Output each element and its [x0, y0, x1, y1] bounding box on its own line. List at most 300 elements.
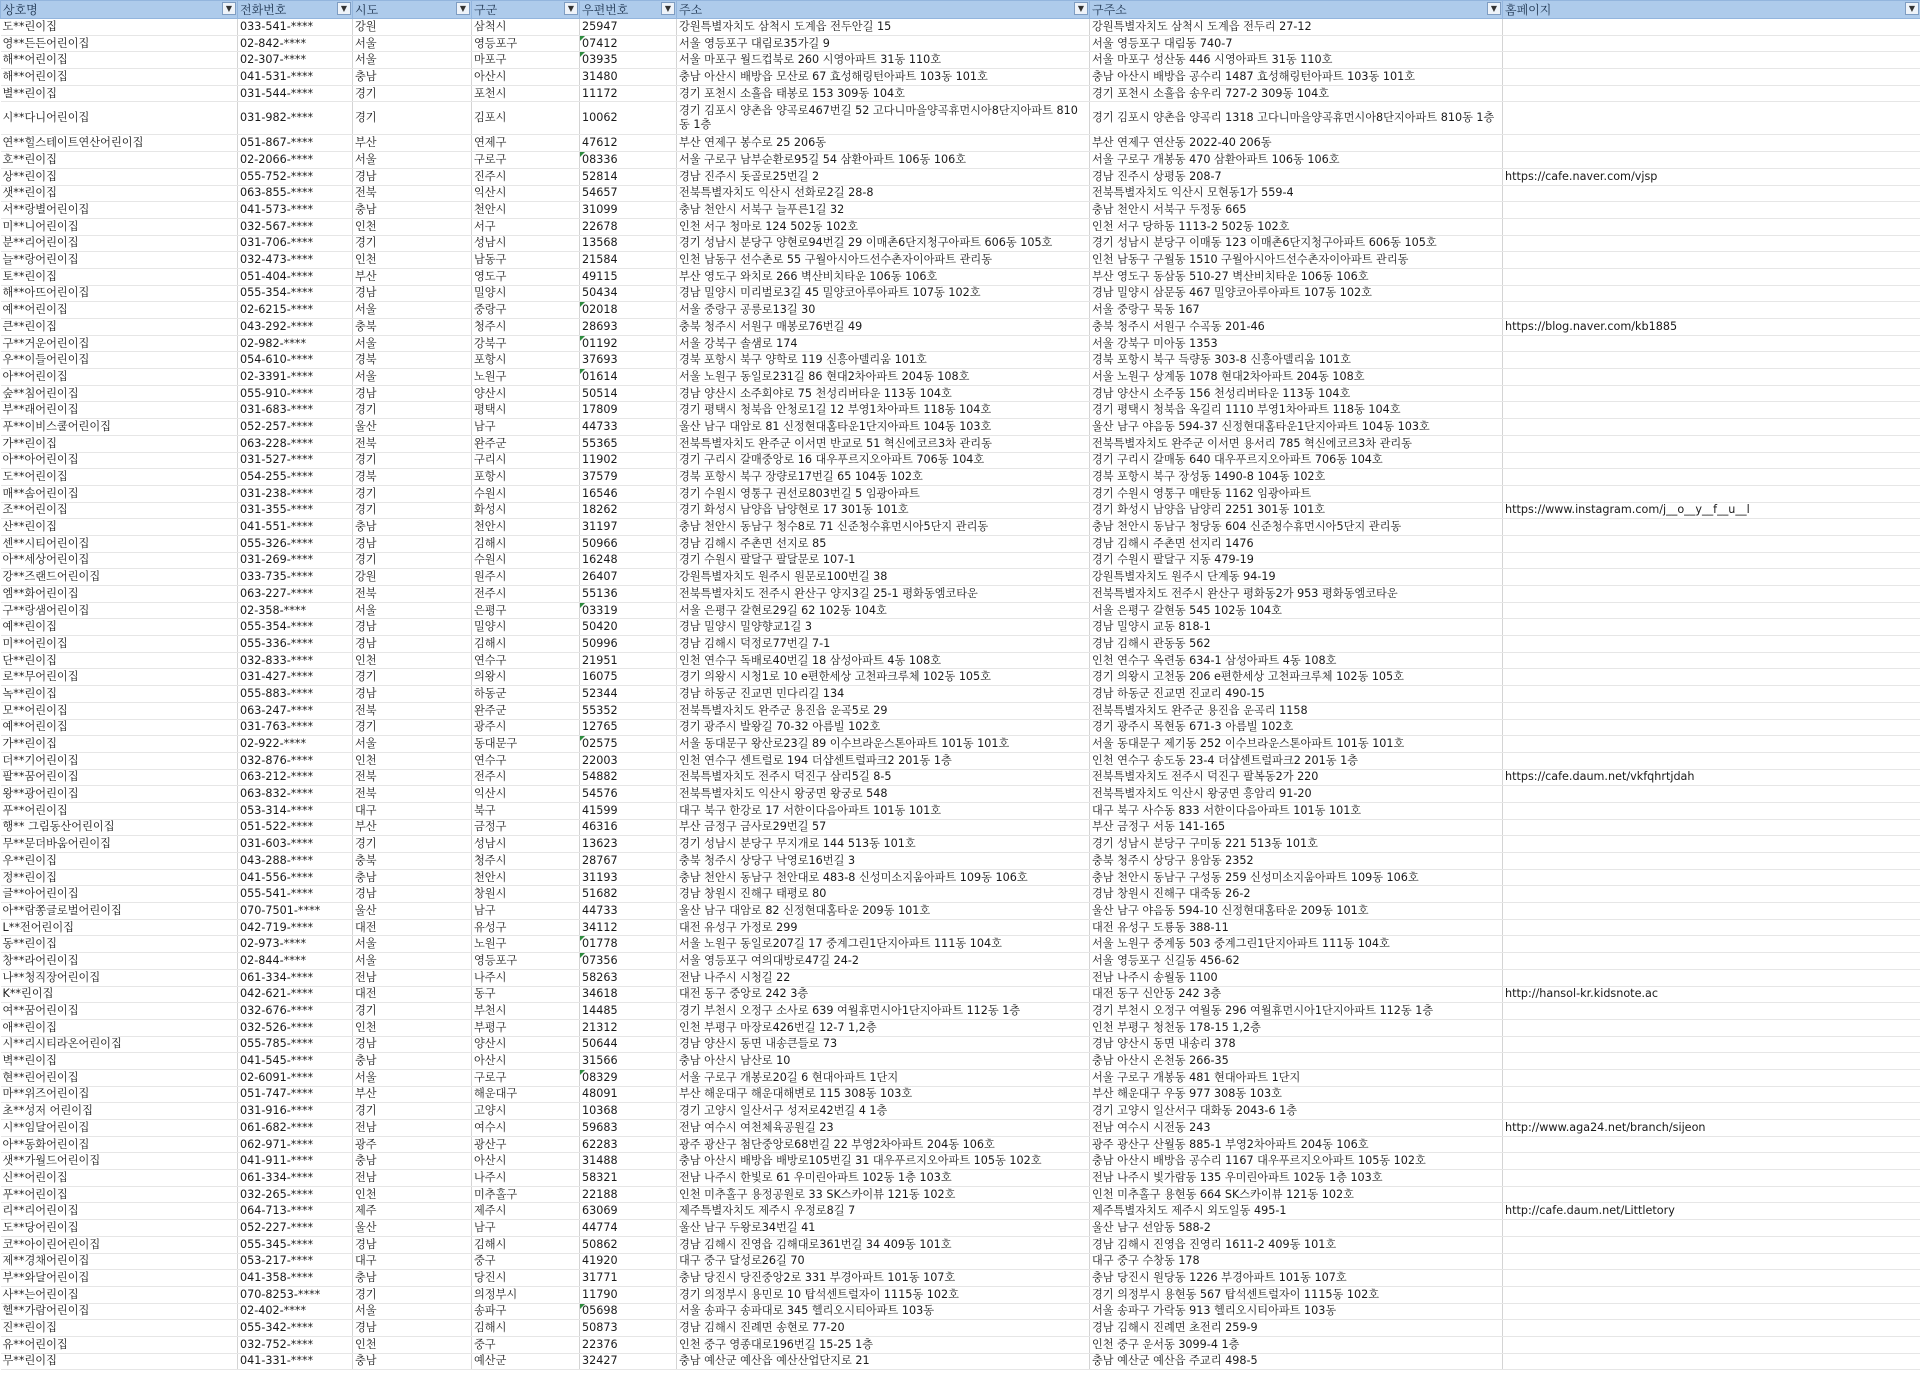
cell-gugun[interactable]: 포항시	[472, 352, 580, 369]
cell-sido[interactable]: 부산	[353, 1086, 472, 1103]
cell-address[interactable]: 서울 노원구 동일로207길 17 중계그린1단지아파트 111동 104호	[677, 936, 1090, 953]
cell-gugun[interactable]: 연제구	[472, 135, 580, 152]
cell-homepage[interactable]	[1503, 1270, 1920, 1287]
cell-sido[interactable]: 경기	[353, 402, 472, 419]
cell-address[interactable]: 경남 김해시 진영읍 김해대로361번길 34 409동 101호	[677, 1236, 1090, 1253]
cell-phone[interactable]: 02-6091-****	[238, 1069, 353, 1086]
cell-gugun[interactable]: 익산시	[472, 185, 580, 202]
cell-old-address[interactable]: 인천 중구 운서동 3099-4 1층	[1090, 1336, 1503, 1353]
cell-name[interactable]: 팔**꿈어린이집	[1, 769, 238, 786]
cell-address[interactable]: 인천 연수구 센트럴로 194 더샵센트럴파크2 201동 1층	[677, 752, 1090, 769]
cell-name[interactable]: 예**어린이집	[1, 302, 238, 319]
cell-sido[interactable]: 경남	[353, 1236, 472, 1253]
cell-old-address[interactable]: 대구 북구 사수동 833 서한이다음아파트 101동 101호	[1090, 802, 1503, 819]
cell-sido[interactable]: 서울	[353, 302, 472, 319]
cell-zip[interactable]: 10062	[580, 102, 677, 135]
cell-sido[interactable]: 충남	[353, 69, 472, 86]
cell-phone[interactable]: 041-573-****	[238, 202, 353, 219]
cell-gugun[interactable]: 남구	[472, 419, 580, 436]
cell-old-address[interactable]: 충남 아산시 온천동 266-35	[1090, 1053, 1503, 1070]
cell-old-address[interactable]: 충남 당진시 원당동 1226 부경아파트 101동 107호	[1090, 1270, 1503, 1287]
cell-address[interactable]: 서울 송파구 송파대로 345 헬리오시티아파트 103동	[677, 1303, 1090, 1320]
cell-old-address[interactable]: 경기 구리시 갈매동 640 대우푸르지오아파트 706동 104호	[1090, 452, 1503, 469]
cell-zip[interactable]: 50996	[580, 636, 677, 653]
cell-phone[interactable]: 052-257-****	[238, 419, 353, 436]
cell-gugun[interactable]: 밀양시	[472, 285, 580, 302]
cell-phone[interactable]: 032-526-****	[238, 1019, 353, 1036]
cell-zip[interactable]: 50873	[580, 1320, 677, 1337]
cell-sido[interactable]: 전남	[353, 969, 472, 986]
cell-zip[interactable]: 31480	[580, 69, 677, 86]
cell-homepage[interactable]	[1503, 285, 1920, 302]
cell-homepage[interactable]: https://cafe.naver.com/vjsp	[1503, 168, 1920, 185]
cell-sido[interactable]: 부산	[353, 819, 472, 836]
cell-zip[interactable]: 31488	[580, 1153, 677, 1170]
cell-sido[interactable]: 인천	[353, 1186, 472, 1203]
cell-zip[interactable]: 21312	[580, 1019, 677, 1036]
cell-gugun[interactable]: 김포시	[472, 102, 580, 135]
cell-zip[interactable]: 37693	[580, 352, 677, 369]
cell-gugun[interactable]: 천안시	[472, 519, 580, 536]
cell-gugun[interactable]: 중구	[472, 1336, 580, 1353]
cell-zip[interactable]: 46316	[580, 819, 677, 836]
cell-homepage[interactable]	[1503, 1303, 1920, 1320]
cell-homepage[interactable]	[1503, 52, 1920, 69]
cell-name[interactable]: 부**와달어린이집	[1, 1270, 238, 1287]
cell-phone[interactable]: 063-228-****	[238, 435, 353, 452]
cell-gugun[interactable]: 노원구	[472, 369, 580, 386]
cell-zip[interactable]: 16075	[580, 669, 677, 686]
cell-homepage[interactable]	[1503, 953, 1920, 970]
cell-old-address[interactable]: 인천 연수구 옥련동 634-1 삼성아파트 4동 108호	[1090, 652, 1503, 669]
cell-homepage[interactable]	[1503, 569, 1920, 586]
cell-zip[interactable]: 08336	[580, 152, 677, 169]
cell-homepage[interactable]	[1503, 235, 1920, 252]
cell-sido[interactable]: 제주	[353, 1203, 472, 1220]
cell-phone[interactable]: 02-307-****	[238, 52, 353, 69]
cell-homepage[interactable]	[1503, 552, 1920, 569]
cell-homepage[interactable]: http://www.aga24.net/branch/sijeon	[1503, 1120, 1920, 1137]
cell-name[interactable]: 아**어린이집	[1, 369, 238, 386]
cell-homepage[interactable]	[1503, 886, 1920, 903]
cell-old-address[interactable]: 전북특별자치도 전주시 덕진구 팔복동2가 220	[1090, 769, 1503, 786]
cell-old-address[interactable]: 서울 영등포구 대림동 740-7	[1090, 35, 1503, 52]
cell-phone[interactable]: 070-7501-****	[238, 903, 353, 920]
cell-gugun[interactable]: 아산시	[472, 1153, 580, 1170]
cell-gugun[interactable]: 완주군	[472, 702, 580, 719]
cell-homepage[interactable]	[1503, 1353, 1920, 1370]
cell-phone[interactable]: 02-973-****	[238, 936, 353, 953]
cell-zip[interactable]: 02018	[580, 302, 677, 319]
cell-gugun[interactable]: 구로구	[472, 152, 580, 169]
cell-homepage[interactable]	[1503, 719, 1920, 736]
cell-address[interactable]: 서울 영등포구 대림로35가길 9	[677, 35, 1090, 52]
cell-name[interactable]: 산**린이집	[1, 519, 238, 536]
cell-phone[interactable]: 02-3391-****	[238, 369, 353, 386]
cell-sido[interactable]: 경기	[353, 452, 472, 469]
cell-old-address[interactable]: 경남 김해시 관동동 562	[1090, 636, 1503, 653]
cell-name[interactable]: 시**임달어린이집	[1, 1120, 238, 1137]
cell-address[interactable]: 서울 구로구 개봉로20길 6 현대아파트 1단지	[677, 1069, 1090, 1086]
cell-sido[interactable]: 강원	[353, 19, 472, 36]
cell-phone[interactable]: 031-982-****	[238, 102, 353, 135]
cell-address[interactable]: 인천 미추홀구 용정공원로 33 SK스카이뷰 121동 102호	[677, 1186, 1090, 1203]
cell-zip[interactable]: 50434	[580, 285, 677, 302]
cell-zip[interactable]: 11902	[580, 452, 677, 469]
cell-name[interactable]: 늘**랑어린이집	[1, 252, 238, 269]
cell-gugun[interactable]: 구리시	[472, 452, 580, 469]
cell-zip[interactable]: 50966	[580, 535, 677, 552]
cell-name[interactable]: 아**아어린이집	[1, 452, 238, 469]
cell-homepage[interactable]	[1503, 1036, 1920, 1053]
cell-address[interactable]: 인천 부평구 마장로426번길 12-7 1,2층	[677, 1019, 1090, 1036]
cell-zip[interactable]: 28767	[580, 853, 677, 870]
dropdown-arrow-icon[interactable]: ▼	[1074, 2, 1088, 15]
cell-address[interactable]: 경남 김해시 진례면 송현로 77-20	[677, 1320, 1090, 1337]
dropdown-arrow-icon[interactable]: ▼	[222, 2, 236, 15]
cell-name[interactable]: 도**어린이집	[1, 469, 238, 486]
cell-name[interactable]: 숲**침어린이집	[1, 385, 238, 402]
cell-zip[interactable]: 54657	[580, 185, 677, 202]
cell-phone[interactable]: 055-342-****	[238, 1320, 353, 1337]
cell-name[interactable]: 예**어린이집	[1, 719, 238, 736]
cell-sido[interactable]: 서울	[353, 335, 472, 352]
cell-gugun[interactable]: 송파구	[472, 1303, 580, 1320]
cell-gugun[interactable]: 구로구	[472, 1069, 580, 1086]
cell-zip[interactable]: 31771	[580, 1270, 677, 1287]
cell-phone[interactable]: 033-735-****	[238, 569, 353, 586]
cell-name[interactable]: L**전어린이집	[1, 919, 238, 936]
cell-name[interactable]: 아**세상어린이집	[1, 552, 238, 569]
cell-gugun[interactable]: 창원시	[472, 886, 580, 903]
cell-homepage[interactable]	[1503, 519, 1920, 536]
cell-zip[interactable]: 21951	[580, 652, 677, 669]
cell-gugun[interactable]: 김해시	[472, 1236, 580, 1253]
cell-old-address[interactable]: 경남 양산시 소주동 156 천성리버타운 113동 104호	[1090, 385, 1503, 402]
cell-old-address[interactable]: 충남 천안시 동남구 구성동 259 신성미소지움아파트 109동 106호	[1090, 869, 1503, 886]
cell-old-address[interactable]: 대구 중구 수창동 178	[1090, 1253, 1503, 1270]
cell-gugun[interactable]: 해운대구	[472, 1086, 580, 1103]
cell-phone[interactable]: 055-752-****	[238, 168, 353, 185]
dropdown-arrow-icon[interactable]: ▼	[1905, 2, 1919, 15]
cell-name[interactable]: 글**아어린이집	[1, 886, 238, 903]
cell-sido[interactable]: 인천	[353, 752, 472, 769]
cell-phone[interactable]: 041-551-****	[238, 519, 353, 536]
cell-zip[interactable]: 22188	[580, 1186, 677, 1203]
cell-old-address[interactable]: 서울 구로구 개봉동 481 현대아파트 1단지	[1090, 1069, 1503, 1086]
cell-zip[interactable]: 28693	[580, 319, 677, 336]
cell-gugun[interactable]: 광산구	[472, 1136, 580, 1153]
cell-old-address[interactable]: 경북 포항시 북구 장성동 1490-8 104동 102호	[1090, 469, 1503, 486]
cell-old-address[interactable]: 경남 김해시 주촌면 선지리 1476	[1090, 535, 1503, 552]
cell-old-address[interactable]: 경기 평택시 청북읍 옥길리 1110 부영1차아파트 118동 104호	[1090, 402, 1503, 419]
cell-sido[interactable]: 경북	[353, 352, 472, 369]
cell-old-address[interactable]: 경남 창원시 진해구 대죽동 26-2	[1090, 886, 1503, 903]
cell-homepage[interactable]	[1503, 586, 1920, 603]
cell-address[interactable]: 대전 동구 중앙로 242 3층	[677, 986, 1090, 1003]
cell-zip[interactable]: 08329	[580, 1069, 677, 1086]
cell-old-address[interactable]: 전남 나주시 송월동 1100	[1090, 969, 1503, 986]
cell-homepage[interactable]: https://www.instagram.com/j__o__y__f__u__l	[1503, 502, 1920, 519]
cell-address[interactable]: 경기 수원시 영통구 권선로803번길 5 임광아파트	[677, 485, 1090, 502]
cell-zip[interactable]: 47612	[580, 135, 677, 152]
cell-address[interactable]: 부산 해운대구 해운대해변로 115 308동 103호	[677, 1086, 1090, 1103]
cell-gugun[interactable]: 화성시	[472, 502, 580, 519]
cell-sido[interactable]: 충북	[353, 319, 472, 336]
cell-name[interactable]: 동**린이집	[1, 936, 238, 953]
cell-zip[interactable]: 48091	[580, 1086, 677, 1103]
cell-old-address[interactable]: 강원특별자치도 원주시 단계동 94-19	[1090, 569, 1503, 586]
cell-zip[interactable]: 13568	[580, 235, 677, 252]
cell-old-address[interactable]: 경기 수원시 영통구 매탄동 1162 임광아파트	[1090, 485, 1503, 502]
cell-old-address[interactable]: 인천 남동구 구월동 1510 구월아시아드선수촌자이아파트 관리동	[1090, 252, 1503, 269]
cell-phone[interactable]: 041-358-****	[238, 1270, 353, 1287]
cell-old-address[interactable]: 대전 유성구 도룡동 388-11	[1090, 919, 1503, 936]
cell-gugun[interactable]: 미추홀구	[472, 1186, 580, 1203]
cell-sido[interactable]: 전남	[353, 1170, 472, 1187]
cell-sido[interactable]: 서울	[353, 1069, 472, 1086]
cell-gugun[interactable]: 예산군	[472, 1353, 580, 1370]
cell-phone[interactable]: 051-404-****	[238, 268, 353, 285]
cell-homepage[interactable]	[1503, 1153, 1920, 1170]
cell-gugun[interactable]: 영도구	[472, 268, 580, 285]
cell-name[interactable]: 상**린이집	[1, 168, 238, 185]
cell-zip[interactable]: 50862	[580, 1236, 677, 1253]
cell-address[interactable]: 경기 성남시 분당구 양현로94번길 29 이매촌6단지청구아파트 606동 105호	[677, 235, 1090, 252]
cell-homepage[interactable]	[1503, 202, 1920, 219]
cell-sido[interactable]: 경기	[353, 1103, 472, 1120]
cell-homepage[interactable]	[1503, 1053, 1920, 1070]
cell-name[interactable]: 여**꿈어린이집	[1, 1003, 238, 1020]
cell-zip[interactable]: 58321	[580, 1170, 677, 1187]
cell-homepage[interactable]	[1503, 702, 1920, 719]
cell-sido[interactable]: 대전	[353, 986, 472, 1003]
cell-address[interactable]: 경기 화성시 남양읍 남양현로 17 301동 101호	[677, 502, 1090, 519]
cell-gugun[interactable]: 유성구	[472, 919, 580, 936]
cell-phone[interactable]: 031-683-****	[238, 402, 353, 419]
cell-name[interactable]: 시**리시티라온어린이집	[1, 1036, 238, 1053]
cell-old-address[interactable]: 제주특별자치도 제주시 외도일동 495-1	[1090, 1203, 1503, 1220]
cell-homepage[interactable]	[1503, 69, 1920, 86]
cell-address[interactable]: 경기 고양시 일산서구 성저로42번길 4 1층	[677, 1103, 1090, 1120]
cell-phone[interactable]: 063-212-****	[238, 769, 353, 786]
cell-phone[interactable]: 02-922-****	[238, 736, 353, 753]
cell-zip[interactable]: 21584	[580, 252, 677, 269]
cell-gugun[interactable]: 수원시	[472, 485, 580, 502]
cell-sido[interactable]: 서울	[353, 152, 472, 169]
cell-zip[interactable]: 07356	[580, 953, 677, 970]
cell-phone[interactable]: 055-354-****	[238, 285, 353, 302]
cell-gugun[interactable]: 삼척시	[472, 19, 580, 36]
cell-address[interactable]: 울산 남구 두왕로34번길 41	[677, 1220, 1090, 1237]
cell-homepage[interactable]	[1503, 619, 1920, 636]
cell-phone[interactable]: 032-265-****	[238, 1186, 353, 1203]
cell-zip[interactable]: 22003	[580, 752, 677, 769]
cell-old-address[interactable]: 경기 부천시 오정구 여월동 296 여월휴먼시아1단지아파트 112동 1층	[1090, 1003, 1503, 1020]
cell-zip[interactable]: 31566	[580, 1053, 677, 1070]
cell-name[interactable]: 무**문더바움어린이집	[1, 836, 238, 853]
cell-address[interactable]: 경남 양산시 소주회야로 75 천성리버타운 113동 104호	[677, 385, 1090, 402]
cell-phone[interactable]: 042-719-****	[238, 919, 353, 936]
cell-gugun[interactable]: 당진시	[472, 1270, 580, 1287]
cell-address[interactable]: 서울 동대문구 왕산로23길 89 이수브라운스톤아파트 101동 101호	[677, 736, 1090, 753]
cell-address[interactable]: 충남 아산시 배방읍 배방로105번길 31 대우푸르지오아파트 105동 102호	[677, 1153, 1090, 1170]
cell-gugun[interactable]: 강북구	[472, 335, 580, 352]
cell-address[interactable]: 서울 강북구 솔샘로 174	[677, 335, 1090, 352]
cell-name[interactable]: 강**즈랜드어린이집	[1, 569, 238, 586]
cell-homepage[interactable]: https://blog.naver.com/kb1885	[1503, 319, 1920, 336]
cell-address[interactable]: 경기 포천시 소흘읍 태봉로 153 309동 104호	[677, 85, 1090, 102]
cell-old-address[interactable]: 울산 남구 야음동 594-37 신정현대홈타운1단지아파트 104동 103호	[1090, 419, 1503, 436]
cell-homepage[interactable]	[1503, 936, 1920, 953]
cell-gugun[interactable]: 동대문구	[472, 736, 580, 753]
cell-phone[interactable]: 055-354-****	[238, 619, 353, 636]
cell-sido[interactable]: 경남	[353, 636, 472, 653]
cell-old-address[interactable]: 서울 마포구 성산동 446 시영아파트 31동 110호	[1090, 52, 1503, 69]
cell-zip[interactable]: 05698	[580, 1303, 677, 1320]
cell-phone[interactable]: 02-844-****	[238, 953, 353, 970]
cell-gugun[interactable]: 연수구	[472, 652, 580, 669]
cell-sido[interactable]: 경기	[353, 1286, 472, 1303]
cell-name[interactable]: 왕**광어린이집	[1, 786, 238, 803]
cell-name[interactable]: 샛**가월드어린이집	[1, 1153, 238, 1170]
cell-zip[interactable]: 22678	[580, 218, 677, 235]
cell-homepage[interactable]	[1503, 452, 1920, 469]
cell-phone[interactable]: 041-331-****	[238, 1353, 353, 1370]
cell-phone[interactable]: 053-217-****	[238, 1253, 353, 1270]
cell-sido[interactable]: 서울	[353, 52, 472, 69]
cell-gugun[interactable]: 김해시	[472, 636, 580, 653]
cell-old-address[interactable]: 광주 광산구 산월동 885-1 부영2차아파트 204동 106호	[1090, 1136, 1503, 1153]
cell-gugun[interactable]: 중랑구	[472, 302, 580, 319]
cell-phone[interactable]: 032-473-****	[238, 252, 353, 269]
cell-address[interactable]: 충남 아산시 배방읍 모산로 67 효성해링턴아파트 103동 101호	[677, 69, 1090, 86]
cell-old-address[interactable]: 대전 동구 신안동 242 3층	[1090, 986, 1503, 1003]
cell-name[interactable]: 마**위즈어린이집	[1, 1086, 238, 1103]
cell-gugun[interactable]: 의정부시	[472, 1286, 580, 1303]
cell-old-address[interactable]: 전남 나주시 빛가람동 135 우미린아파트 102동 1층 103호	[1090, 1170, 1503, 1187]
cell-gugun[interactable]: 나주시	[472, 1170, 580, 1187]
cell-zip[interactable]: 49115	[580, 268, 677, 285]
cell-old-address[interactable]: 전남 여수시 시전동 243	[1090, 1120, 1503, 1137]
cell-name[interactable]: 현**린어린이집	[1, 1069, 238, 1086]
cell-address[interactable]: 부산 금정구 금사로29번길 57	[677, 819, 1090, 836]
cell-zip[interactable]: 55136	[580, 586, 677, 603]
cell-gugun[interactable]: 평택시	[472, 402, 580, 419]
cell-sido[interactable]: 울산	[353, 419, 472, 436]
cell-phone[interactable]: 033-541-****	[238, 19, 353, 36]
cell-zip[interactable]: 50420	[580, 619, 677, 636]
cell-sido[interactable]: 전북	[353, 435, 472, 452]
cell-phone[interactable]: 041-911-****	[238, 1153, 353, 1170]
cell-sido[interactable]: 충남	[353, 1270, 472, 1287]
cell-homepage[interactable]	[1503, 736, 1920, 753]
cell-phone[interactable]: 055-883-****	[238, 686, 353, 703]
cell-zip[interactable]: 31197	[580, 519, 677, 536]
cell-gugun[interactable]: 완주군	[472, 435, 580, 452]
cell-name[interactable]: 모**어린이집	[1, 702, 238, 719]
cell-sido[interactable]: 경남	[353, 168, 472, 185]
cell-homepage[interactable]	[1503, 252, 1920, 269]
cell-sido[interactable]: 충남	[353, 1153, 472, 1170]
cell-old-address[interactable]: 경북 포항시 북구 득량동 303-8 신흥아델리움 101호	[1090, 352, 1503, 369]
cell-homepage[interactable]	[1503, 1086, 1920, 1103]
cell-old-address[interactable]: 서울 동대문구 제기동 252 이수브라운스톤아파트 101동 101호	[1090, 736, 1503, 753]
cell-phone[interactable]: 032-876-****	[238, 752, 353, 769]
cell-old-address[interactable]: 충남 아산시 배방읍 공수리 1487 효성해링턴아파트 103동 101호	[1090, 69, 1503, 86]
cell-name[interactable]: 로**무어린이집	[1, 669, 238, 686]
cell-address[interactable]: 전남 여수시 여천체육공원길 23	[677, 1120, 1090, 1137]
cell-name[interactable]: 코**아이린어린이집	[1, 1236, 238, 1253]
cell-address[interactable]: 충남 예산군 예산읍 예산산업단지로 21	[677, 1353, 1090, 1370]
cell-old-address[interactable]: 인천 서구 당하동 1113-2 502동 102호	[1090, 218, 1503, 235]
cell-sido[interactable]: 경기	[353, 235, 472, 252]
cell-sido[interactable]: 대전	[353, 919, 472, 936]
cell-gugun[interactable]: 성남시	[472, 235, 580, 252]
cell-address[interactable]: 충남 아산시 남산로 10	[677, 1053, 1090, 1070]
cell-name[interactable]: 가**린이집	[1, 736, 238, 753]
cell-name[interactable]: 분**리어린이집	[1, 235, 238, 252]
cell-homepage[interactable]	[1503, 1253, 1920, 1270]
dropdown-arrow-icon[interactable]: ▼	[1487, 2, 1501, 15]
cell-homepage[interactable]	[1503, 669, 1920, 686]
cell-name[interactable]: 푸**이비스쿨어린이집	[1, 419, 238, 436]
cell-phone[interactable]: 02-358-****	[238, 602, 353, 619]
cell-homepage[interactable]	[1503, 819, 1920, 836]
cell-homepage[interactable]	[1503, 302, 1920, 319]
cell-address[interactable]: 경기 김포시 양촌읍 양곡로467번길 52 고다니마을양곡휴먼시아8단지아파트 810동 1층	[677, 102, 1090, 135]
cell-gugun[interactable]: 진주시	[472, 168, 580, 185]
cell-gugun[interactable]: 양산시	[472, 385, 580, 402]
cell-phone[interactable]: 031-527-****	[238, 452, 353, 469]
cell-gugun[interactable]: 광주시	[472, 719, 580, 736]
cell-old-address[interactable]: 전북특별자치도 완주군 용진읍 운곡리 1158	[1090, 702, 1503, 719]
cell-phone[interactable]: 041-545-****	[238, 1053, 353, 1070]
cell-address[interactable]: 인천 서구 청마로 124 502동 102호	[677, 218, 1090, 235]
cell-zip[interactable]: 31099	[580, 202, 677, 219]
cell-name[interactable]: 창**라어린이집	[1, 953, 238, 970]
cell-homepage[interactable]	[1503, 1236, 1920, 1253]
cell-address[interactable]: 제주특별자치도 제주시 우정로8길 7	[677, 1203, 1090, 1220]
cell-address[interactable]: 경남 김해시 주촌면 선지로 85	[677, 535, 1090, 552]
cell-phone[interactable]: 061-334-****	[238, 1170, 353, 1187]
cell-zip[interactable]: 41920	[580, 1253, 677, 1270]
cell-homepage[interactable]	[1503, 602, 1920, 619]
cell-sido[interactable]: 대구	[353, 802, 472, 819]
cell-sido[interactable]: 충남	[353, 1053, 472, 1070]
cell-sido[interactable]: 충남	[353, 519, 472, 536]
cell-sido[interactable]: 경남	[353, 886, 472, 903]
cell-zip[interactable]: 10368	[580, 1103, 677, 1120]
cell-name[interactable]: 엠**화어린이집	[1, 586, 238, 603]
cell-gugun[interactable]: 수원시	[472, 552, 580, 569]
cell-homepage[interactable]	[1503, 419, 1920, 436]
cell-old-address[interactable]: 경기 포천시 소흘읍 송우리 727-2 309동 104호	[1090, 85, 1503, 102]
cell-old-address[interactable]: 충남 예산군 예산읍 주교리 498-5	[1090, 1353, 1503, 1370]
cell-sido[interactable]: 경기	[353, 485, 472, 502]
cell-homepage[interactable]	[1503, 535, 1920, 552]
cell-homepage[interactable]	[1503, 402, 1920, 419]
cell-homepage[interactable]	[1503, 1019, 1920, 1036]
cell-zip[interactable]: 54882	[580, 769, 677, 786]
cell-old-address[interactable]: 충북 청주시 상당구 용암동 2352	[1090, 853, 1503, 870]
cell-homepage[interactable]	[1503, 1170, 1920, 1187]
cell-old-address[interactable]: 서울 송파구 가락동 913 헬리오시티아파트 103동	[1090, 1303, 1503, 1320]
cell-sido[interactable]: 충북	[353, 853, 472, 870]
cell-zip[interactable]: 37579	[580, 469, 677, 486]
cell-name[interactable]: 애**린이집	[1, 1019, 238, 1036]
cell-zip[interactable]: 41599	[580, 802, 677, 819]
